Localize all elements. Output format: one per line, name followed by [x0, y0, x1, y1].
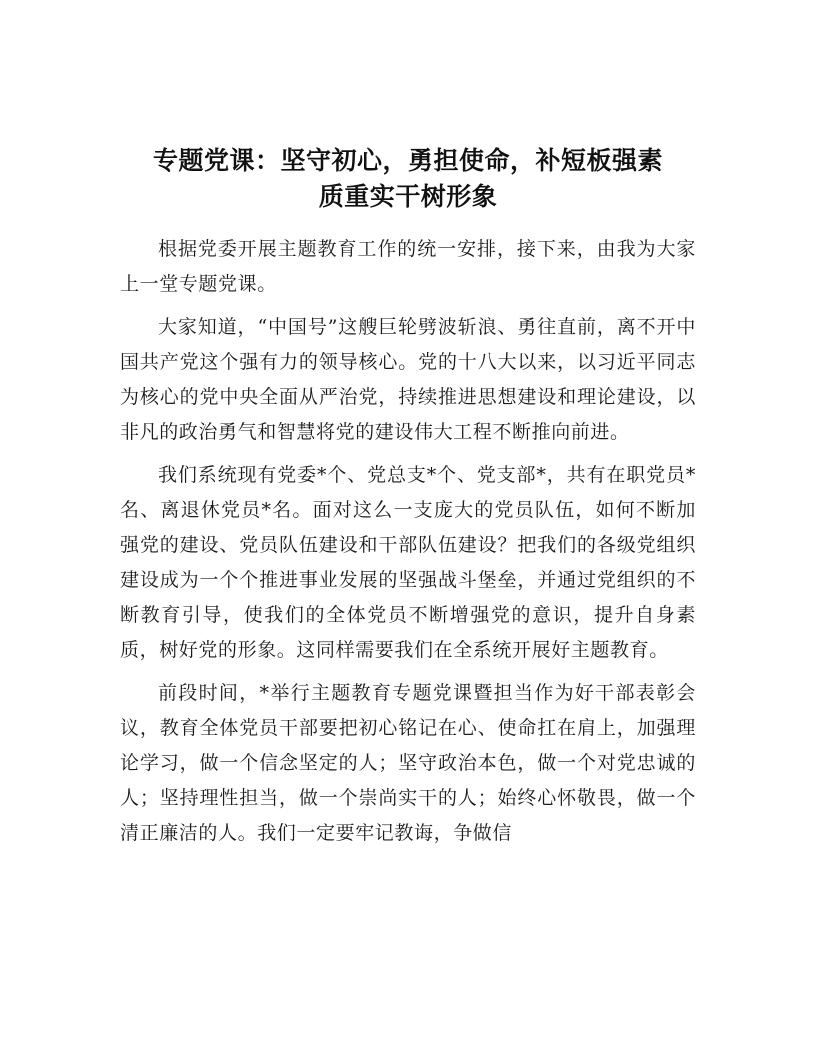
document-title [100, 143, 716, 215]
paragraph-2: 大家知道，“中国号”这艘巨轮劈波斩浪、勇往直前，离不开中国共产党这个强有力的领导核心。党的十八大以来，以习近平同志为核心的党中央全面从严治党，持续推进思想建设和理论建设，以非凡的政治勇气和智慧将党的建设伟大工程不断推向前进。 [120, 316, 696, 443]
title-line-1: 专题党课：坚守初心，勇担使命，补短板强素 [152, 146, 663, 175]
paragraph-4: 前段时间，*举行主题教育专题党课暨担当作为好干部表彰会议，教育全体党员干部要把初心铭记在心、使命扛在肩上，加强理论学习，做一个信念坚定的人；坚守政治本色，做一个对党忠诚的人；坚持理性担当，做一个崇尚实干的人；始终心怀敬畏，做一个清正廉洁的人。我们一定要牢记教诲，争做信 [120, 682, 696, 844]
title-line-2: 质重实干树形象 [318, 182, 498, 211]
paragraph-1: 根据党委开展主题教育工作的统一安排，接下来，由我为大家上一堂专题党课。 [120, 238, 696, 295]
document-body [120, 232, 696, 859]
paragraph-3: 我们系统现有党委*个、党总支*个、党支部*，共有在职党员*名、离退休党员*名。面对这么一支庞大的党员队伍，如何不断加强党的建设、党员队伍建设和干部队伍建设？把我们的各级党组织建设成为一个个推进事业发展的坚强战斗堡垒，并通过党组织的不断教育引导，使我们的全体党员不断增强党的意识，提升自身素质，树好党的形象。这同样需要我们在全系统开展好主题教育。 [120, 464, 696, 661]
